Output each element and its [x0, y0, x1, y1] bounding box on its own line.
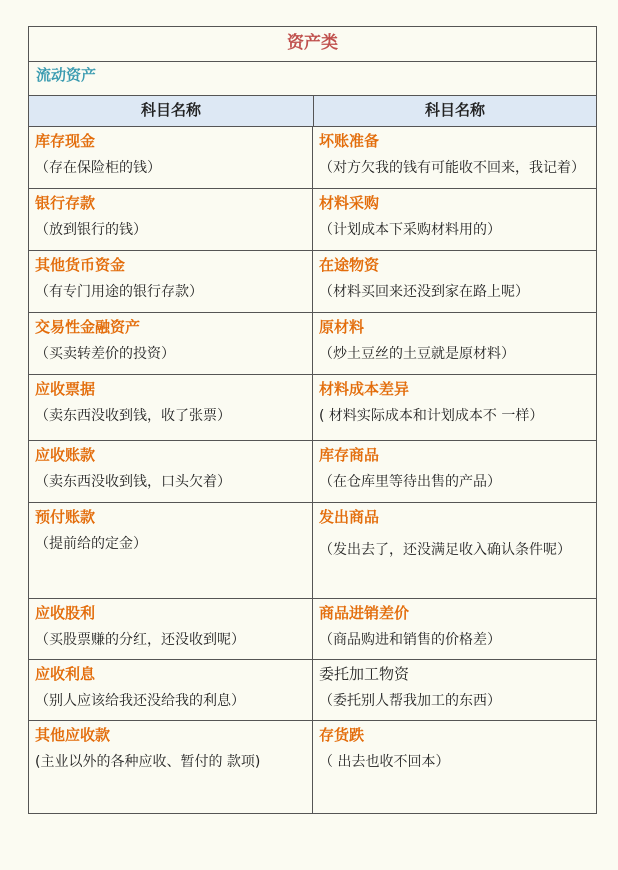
- account-description: （发出去了，还没满足收入确认条件呢）: [319, 542, 571, 558]
- asset-table: [28, 26, 597, 814]
- column-header-left: 科目名称: [29, 96, 314, 126]
- account-cell: [313, 313, 596, 374]
- table-row: [29, 189, 596, 251]
- account-name: 材料采购: [319, 194, 380, 212]
- table-row: [29, 660, 596, 721]
- account-cell: [313, 127, 596, 188]
- account-cell: [313, 441, 596, 502]
- account-description: （对方欠我的钱有可能收不回来，我记着）: [319, 160, 585, 176]
- table-row: [29, 127, 596, 189]
- account-description: (主业以外的各种应收、暂付的 款项): [35, 754, 261, 770]
- account-description: （委托别人帮我加工的东西）: [319, 693, 501, 709]
- account-description: （在仓库里等待出售的产品）: [319, 474, 501, 490]
- header-row: [29, 96, 596, 127]
- account-name: 发出商品: [319, 508, 380, 526]
- account-name: 材料成本差异: [319, 380, 410, 398]
- table-row: [29, 251, 596, 313]
- account-name: 库存现金: [35, 132, 96, 150]
- account-description: （提前给的定金）: [35, 536, 147, 552]
- account-description: （买卖转差价的投资）: [35, 346, 175, 362]
- account-description: （ 出去也收不回本）: [319, 754, 450, 770]
- account-description: （存在保险柜的钱）: [35, 160, 161, 176]
- account-name: 其他应收款: [35, 726, 111, 744]
- account-cell: [29, 660, 313, 720]
- account-cell: [29, 189, 313, 250]
- table-row: [29, 721, 596, 813]
- account-description: （计划成本下采购材料用的）: [319, 222, 501, 238]
- account-name: 银行存款: [35, 194, 96, 212]
- account-cell: [29, 441, 313, 502]
- column-header-right: 科目名称: [424, 101, 485, 119]
- table-row: [29, 375, 596, 441]
- table-row: [29, 441, 596, 503]
- table-row: [29, 503, 596, 599]
- table-title: 资产类: [29, 27, 596, 62]
- account-cell: [313, 599, 596, 659]
- account-cell: [313, 375, 596, 440]
- account-description: ( 材料实际成本和计划成本不 一样）: [319, 408, 544, 424]
- account-name: 应收利息: [35, 665, 96, 683]
- account-name: 库存商品: [319, 446, 380, 464]
- account-cell: [313, 251, 596, 312]
- account-name: 预付账款: [35, 508, 96, 526]
- account-cell: [313, 721, 596, 813]
- account-name: 原材料: [319, 318, 365, 336]
- account-cell: [29, 313, 313, 374]
- account-name: 应收票据: [35, 380, 96, 398]
- account-description: （放到银行的钱）: [35, 222, 147, 238]
- account-name: 其他货币资金: [35, 256, 126, 274]
- table-row: [29, 313, 596, 375]
- account-cell: [29, 503, 313, 598]
- account-description: （有专门用途的银行存款）: [35, 284, 203, 300]
- account-name: 应收账款: [35, 446, 96, 464]
- account-cell: [313, 189, 596, 250]
- account-description: （炒土豆丝的土豆就是原材料）: [319, 346, 515, 362]
- account-cell: [313, 660, 596, 720]
- account-description: （卖东西没收到钱，收了张票）: [35, 408, 231, 424]
- account-name: 存货跌: [319, 726, 365, 744]
- account-description: （买股票赚的分红，还没收到呢）: [35, 632, 245, 648]
- account-name: 委托加工物资: [319, 665, 410, 683]
- account-cell: [29, 251, 313, 312]
- account-description: （卖东西没收到钱，口头欠着）: [35, 474, 231, 490]
- account-name: 交易性金融资产: [35, 318, 141, 336]
- account-cell: [29, 127, 313, 188]
- account-cell: [313, 503, 596, 598]
- account-description: （别人应该给我还没给我的利息）: [35, 693, 245, 709]
- account-name: 应收股利: [35, 604, 96, 622]
- account-cell: [29, 375, 313, 440]
- section-heading: 流动资产: [29, 62, 596, 96]
- account-description: （商品购进和销售的价格差）: [319, 632, 501, 648]
- table-row: [29, 599, 596, 660]
- account-cell: [29, 599, 313, 659]
- account-name: 商品进销差价: [319, 604, 410, 622]
- account-description: （材料买回来还没到家在路上呢）: [319, 284, 529, 300]
- account-name: 在途物资: [319, 256, 380, 274]
- account-cell: [29, 721, 313, 813]
- account-name: 坏账准备: [319, 132, 380, 150]
